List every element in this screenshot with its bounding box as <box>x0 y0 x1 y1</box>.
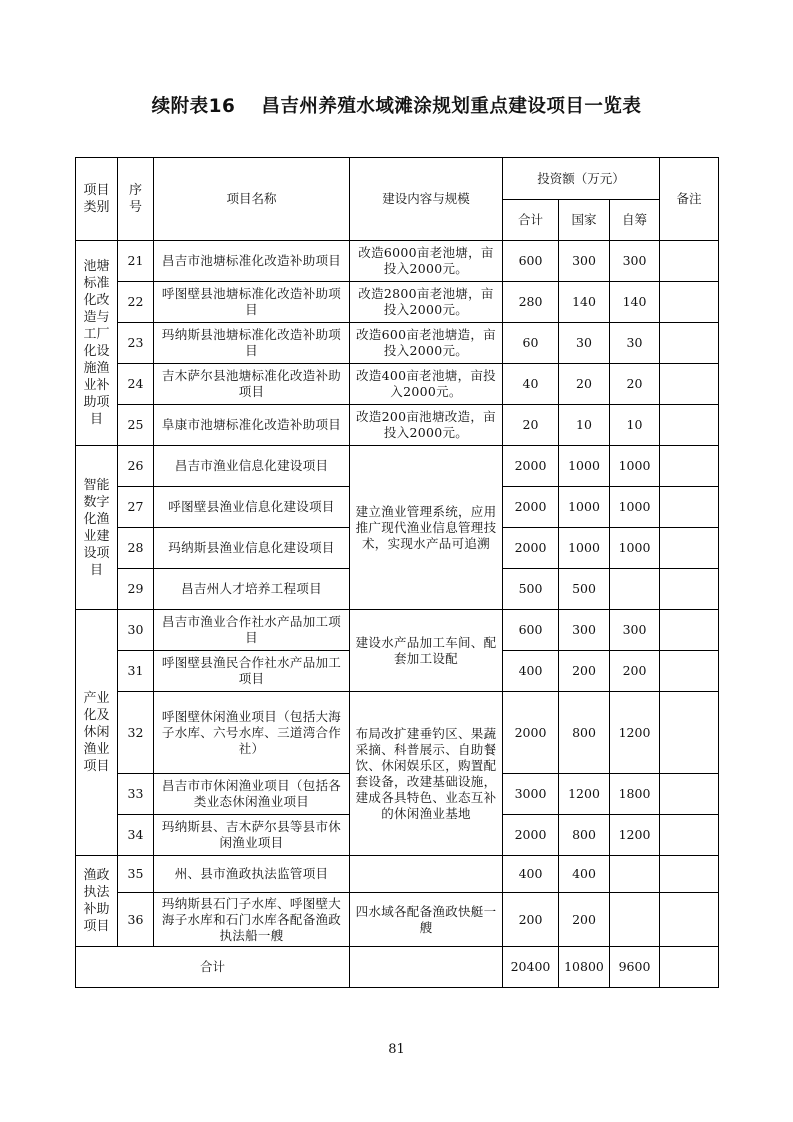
table-row <box>76 446 719 487</box>
remarks-cell <box>660 815 719 856</box>
name-cell: 呼图壁县池塘标准化改造补助项目 <box>154 282 350 323</box>
table-row <box>76 364 719 405</box>
self-cell: 1200 <box>610 692 660 774</box>
total-cell: 400 <box>503 856 559 893</box>
name-cell: 昌吉市渔业合作社水产品加工项目 <box>154 610 350 651</box>
header-category: 项目类别 <box>76 158 118 241</box>
table-row <box>76 692 719 774</box>
total-cell: 3000 <box>503 774 559 815</box>
content-cell: 建设水产品加工车间、配套加工设配 <box>350 610 503 692</box>
table-row <box>76 610 719 651</box>
category-cell: 智能数字化渔业建设项目 <box>76 446 118 610</box>
remarks-cell <box>660 651 719 692</box>
total-cell: 2000 <box>503 815 559 856</box>
self-cell <box>610 893 660 947</box>
header-total: 合计 <box>503 200 559 241</box>
total-cell: 600 <box>503 610 559 651</box>
table-row <box>76 856 719 893</box>
project-table <box>75 157 719 988</box>
state-cell: 200 <box>559 893 610 947</box>
header-seq: 序号 <box>118 158 154 241</box>
table-row <box>76 323 719 364</box>
state-cell: 300 <box>559 610 610 651</box>
header-remarks: 备注 <box>660 158 719 241</box>
self-cell: 1200 <box>610 815 660 856</box>
summary-self: 9600 <box>610 947 660 988</box>
title-appendix-label: 续附表16 <box>151 96 236 117</box>
remarks-cell <box>660 610 719 651</box>
content-cell: 四水域各配备渔政快艇一艘 <box>350 893 503 947</box>
remarks-cell <box>660 569 719 610</box>
state-cell: 20 <box>559 364 610 405</box>
seq-cell: 34 <box>118 815 154 856</box>
name-cell: 呼图壁县渔业信息化建设项目 <box>154 487 350 528</box>
seq-cell: 33 <box>118 774 154 815</box>
seq-cell: 31 <box>118 651 154 692</box>
state-cell: 300 <box>559 241 610 282</box>
total-cell: 20 <box>503 405 559 446</box>
content-cell: 改造400亩老池塘，亩投入2000元。 <box>350 364 503 405</box>
name-cell: 呼图壁县渔民合作社水产品加工项目 <box>154 651 350 692</box>
seq-cell: 21 <box>118 241 154 282</box>
remarks-cell <box>660 241 719 282</box>
header-name: 项目名称 <box>154 158 350 241</box>
total-cell: 200 <box>503 893 559 947</box>
seq-cell: 26 <box>118 446 154 487</box>
self-cell: 200 <box>610 651 660 692</box>
total-cell: 400 <box>503 651 559 692</box>
title-text: 昌吉州养殖水域滩涂规划重点建设项目一览表 <box>261 96 642 117</box>
header-investment: 投资额（万元） <box>503 158 660 200</box>
remarks-cell <box>660 364 719 405</box>
state-cell: 10 <box>559 405 610 446</box>
seq-cell: 25 <box>118 405 154 446</box>
state-cell: 800 <box>559 692 610 774</box>
content-cell: 改造6000亩老池塘，亩投入2000元。 <box>350 241 503 282</box>
summary-remarks-cell <box>660 947 719 988</box>
remarks-cell <box>660 893 719 947</box>
name-cell: 玛纳斯县池塘标准化改造补助项目 <box>154 323 350 364</box>
name-cell: 昌吉市池塘标准化改造补助项目 <box>154 241 350 282</box>
content-cell: 改造2800亩老池塘，亩投入2000元。 <box>350 282 503 323</box>
page-number: 81 <box>388 1042 405 1057</box>
remarks-cell <box>660 282 719 323</box>
self-cell: 10 <box>610 405 660 446</box>
state-cell: 200 <box>559 651 610 692</box>
state-cell: 1000 <box>559 528 610 569</box>
state-cell: 140 <box>559 282 610 323</box>
summary-state: 10800 <box>559 947 610 988</box>
remarks-cell <box>660 323 719 364</box>
summary-label: 合计 <box>76 947 350 988</box>
self-cell: 300 <box>610 241 660 282</box>
name-cell: 呼图壁休闲渔业项目（包括大海子水库、六号水库、三道湾合作社） <box>154 692 350 774</box>
self-cell: 300 <box>610 610 660 651</box>
self-cell <box>610 569 660 610</box>
total-cell: 280 <box>503 282 559 323</box>
category-cell: 产业化及休闲渔业项目 <box>76 610 118 856</box>
state-cell: 1000 <box>559 446 610 487</box>
remarks-cell <box>660 405 719 446</box>
total-cell: 40 <box>503 364 559 405</box>
header-self: 自筹 <box>610 200 660 241</box>
self-cell: 30 <box>610 323 660 364</box>
self-cell: 1000 <box>610 487 660 528</box>
content-cell: 改造200亩池塘改造，亩投入2000元。 <box>350 405 503 446</box>
self-cell: 1000 <box>610 446 660 487</box>
seq-cell: 22 <box>118 282 154 323</box>
remarks-cell <box>660 487 719 528</box>
summary-row <box>76 947 719 988</box>
category-cell: 渔政执法补助项目 <box>76 856 118 947</box>
seq-cell: 27 <box>118 487 154 528</box>
header-row <box>76 158 719 200</box>
summary-content-cell <box>350 947 503 988</box>
total-cell: 2000 <box>503 446 559 487</box>
summary-total: 20400 <box>503 947 559 988</box>
table-row <box>76 405 719 446</box>
state-cell: 1000 <box>559 487 610 528</box>
name-cell: 昌吉市渔业信息化建设项目 <box>154 446 350 487</box>
remarks-cell <box>660 774 719 815</box>
page-title <box>0 92 793 118</box>
self-cell <box>610 856 660 893</box>
self-cell: 1800 <box>610 774 660 815</box>
seq-cell: 28 <box>118 528 154 569</box>
seq-cell: 24 <box>118 364 154 405</box>
state-cell: 1200 <box>559 774 610 815</box>
name-cell: 玛纳斯县石门子水库、呼图壁大海子水库和石门水库各配备渔政执法船一艘 <box>154 893 350 947</box>
seq-cell: 32 <box>118 692 154 774</box>
remarks-cell <box>660 692 719 774</box>
total-cell: 500 <box>503 569 559 610</box>
name-cell: 阜康市池塘标准化改造补助项目 <box>154 405 350 446</box>
self-cell: 1000 <box>610 528 660 569</box>
total-cell: 2000 <box>503 528 559 569</box>
self-cell: 140 <box>610 282 660 323</box>
name-cell: 昌吉市市休闲渔业项目（包括各类业态休闲渔业项目 <box>154 774 350 815</box>
seq-cell: 23 <box>118 323 154 364</box>
content-cell: 布局改扩建垂钓区、果蔬采摘、科普展示、自助餐饮、休闲娱乐区，购置配套设备，改建基础设施，建成各具特色、业态互补的休闲渔业基地 <box>350 692 503 856</box>
table-row <box>76 893 719 947</box>
name-cell: 吉木萨尔县池塘标准化改造补助项目 <box>154 364 350 405</box>
seq-cell: 29 <box>118 569 154 610</box>
seq-cell: 35 <box>118 856 154 893</box>
table-row <box>76 282 719 323</box>
content-cell: 建立渔业管理系统，应用推广现代渔业信息管理技术，实现水产品可追溯 <box>350 446 503 610</box>
total-cell: 60 <box>503 323 559 364</box>
state-cell: 500 <box>559 569 610 610</box>
name-cell: 玛纳斯县渔业信息化建设项目 <box>154 528 350 569</box>
header-content: 建设内容与规模 <box>350 158 503 241</box>
remarks-cell <box>660 446 719 487</box>
total-cell: 2000 <box>503 692 559 774</box>
name-cell: 昌吉州人才培养工程项目 <box>154 569 350 610</box>
table-row <box>76 241 719 282</box>
category-cell: 池塘标准化改造与工厂化设施渔业补助项目 <box>76 241 118 446</box>
seq-cell: 30 <box>118 610 154 651</box>
remarks-cell <box>660 856 719 893</box>
total-cell: 600 <box>503 241 559 282</box>
remarks-cell <box>660 528 719 569</box>
header-state: 国家 <box>559 200 610 241</box>
total-cell: 2000 <box>503 487 559 528</box>
state-cell: 800 <box>559 815 610 856</box>
name-cell: 玛纳斯县、吉木萨尔县等县市休闲渔业项目 <box>154 815 350 856</box>
content-cell <box>350 856 503 893</box>
state-cell: 400 <box>559 856 610 893</box>
content-cell: 改造600亩老池塘造，亩投入2000元。 <box>350 323 503 364</box>
state-cell: 30 <box>559 323 610 364</box>
seq-cell: 36 <box>118 893 154 947</box>
name-cell: 州、县市渔政执法监管项目 <box>154 856 350 893</box>
self-cell: 20 <box>610 364 660 405</box>
